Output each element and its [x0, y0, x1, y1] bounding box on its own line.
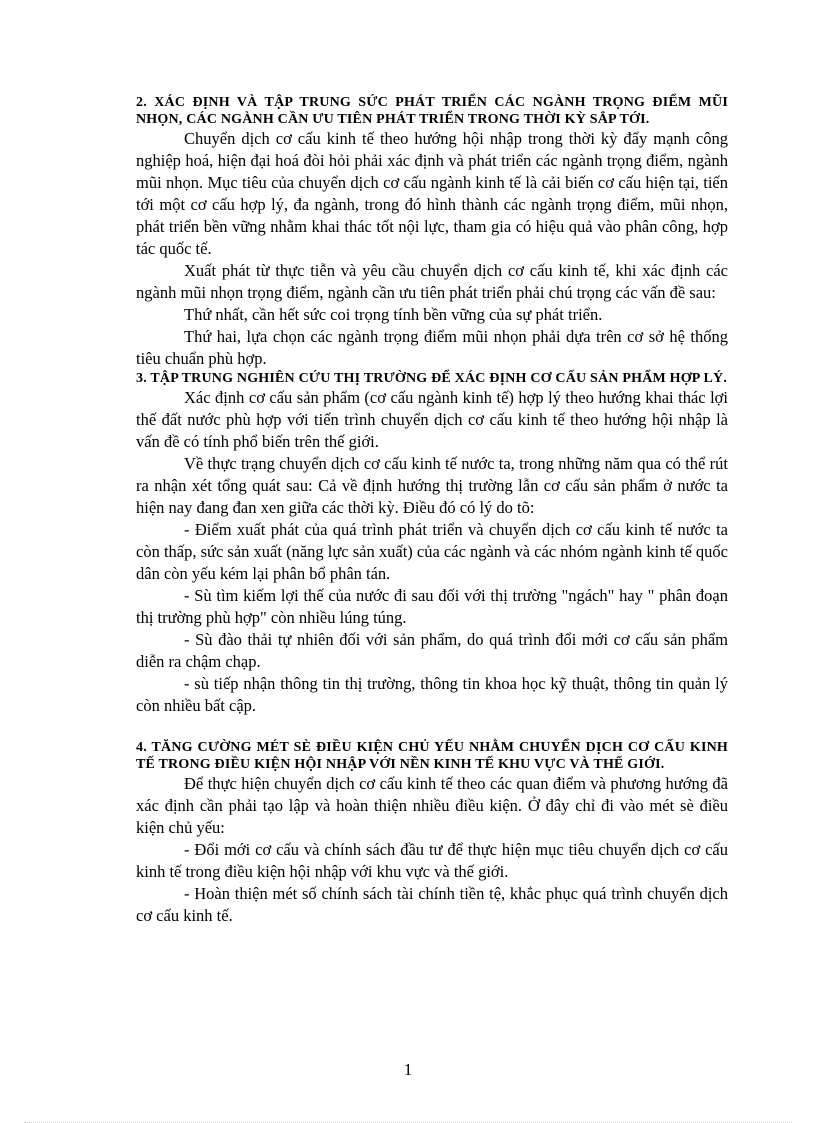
section-4-bullet-2: - Hoàn thiện mét số chính sách tài chính tiền tệ, khắc phục quá trình chuyển dịch cơ cấu kinh tế.	[136, 884, 728, 925]
section-4-paragraph-1: Để thực hiện chuyển dịch cơ cấu kinh tế theo các quan điểm và phương hướng đã xác định cần phải tạo lập và hoàn thiện nhiều điều kiện. Ở đây chỉ đi vào mét sè điều kiện chủ yếu:	[136, 774, 728, 837]
section-3-heading: 3. TẬP TRUNG NGHIÊN CỨU THỊ TRƯỜNG ĐỂ XÁC ĐỊNH CƠ CẤU SẢN PHẨM HỢP LÝ.	[136, 371, 728, 386]
section-3-bullet-4: - sù tiếp nhận thông tin thị trường, thông tin khoa học kỹ thuật, thông tin quản lý còn nhiều bất cập.	[136, 674, 728, 715]
page-number: 1	[403, 1060, 413, 1079]
section-3-bullet-3: - Sù đào thải tự nhiên đối với sản phẩm, do quá trình đổi mới cơ cấu sản phẩm diễn ra chậm chạp.	[136, 630, 728, 671]
section-3-paragraph-2: Về thực trạng chuyển dịch cơ cấu kinh tế nước ta, trong những năm qua có thể rút ra nhận xét tổng quát sau: Cả về định hướng thị trường lẫn cơ cấu sản phẩm ở nước ta hiện nay đang đan xen giữa các thời kỳ. Điều đó có lý do tõ:	[136, 454, 728, 517]
section-4-bullet-1: - Đổi mới cơ cấu và chính sách đầu tư để thực hiện mục tiêu chuyển dịch cơ cấu kinh tế trong điều kiện hội nhập với khu vực và thế giới.	[136, 840, 728, 881]
section-3-paragraph-1: Xác định cơ cấu sản phẩm (cơ cấu ngành kinh tế) hợp lý theo hướng khai thác lợi thế đất nước phù hợp với tiến trình chuyển dịch cơ cấu kinh tế theo hướng hội nhập là vấn đề có tính phổ biến trên thế giới.	[136, 388, 728, 451]
section-2-paragraph-1: Chuyển dịch cơ cấu kinh tế theo hướng hội nhập trong thời kỳ đẩy mạnh công nghiệp hoá, hiện đại hoá đòi hỏi phải xác định và phát triển các ngành trọng điểm, ngành mũi nhọn. Mục tiêu của chuyển dịch cơ cấu ngành kinh tế là cải biến cơ cấu hiện tại, tiến tới một cơ cấu hợp lý, đa ngành, trong đó hình thành các ngành trọng điểm, mũi nhọn, phát triển bền vững nhằm khai thác tốt nội lực, tham gia có hiệu quả vào phân công, hợp tác quốc tế.	[136, 129, 728, 258]
section-3-bullet-2: - Sù tìm kiếm lợi thế của nước đi sau đối với thị trường "ngách" hay " phân đoạn thị trường phù hợp" còn nhiều lúng túng.	[136, 586, 728, 627]
section-2-paragraph-2: Xuất phát từ thực tiễn và yêu cầu chuyển dịch cơ cấu kinh tế, khi xác định các ngành mũi nhọn trọng điểm, ngành cần ưu tiên phát triển phải chú trọng các vấn đề sau:	[136, 261, 728, 302]
section-2-paragraph-4: Thứ hai, lựa chọn các ngành trọng điểm mũi nhọn phải dựa trên cơ sở hệ thống tiêu chuẩn phù hợp.	[136, 327, 728, 368]
section-3-bullet-1: - Điểm xuất phát của quá trình phát triển và chuyển dịch cơ cấu kinh tế nước ta còn thấp, sức sản xuất (năng lực sản xuất) của các ngành và các nhóm ngành kinh tế quốc dân còn yếu kém lại phân bổ phân tán.	[136, 520, 728, 583]
section-4-heading: 4. TĂNG CƯỜNG MÉT SÈ ĐIỀU KIỆN CHỦ YẾU NHẰM CHUYỂN DỊCH CƠ CẤU KINH TẾ TRONG ĐIỀU KIỆN HỘI NHẬP VỚI NỀN KINH TẾ KHU VỰC VÀ THẾ GIỚI.	[136, 740, 728, 772]
document-body	[136, 94, 728, 927]
section-spacer	[136, 717, 728, 739]
section-2-heading: 2. XÁC ĐỊNH VÀ TẬP TRUNG SỨC PHÁT TRIỂN CÁC NGÀNH TRỌNG ĐIỂM MŨI NHỌN, CÁC NGÀNH CẦN ƯU TIÊN PHÁT TRIỂN TRONG THỜI KỲ SẮP TỚI.	[136, 95, 728, 127]
section-2-paragraph-3: Thứ nhất, cần hết sức coi trọng tính bền vững của sự phát triển.	[184, 305, 603, 324]
